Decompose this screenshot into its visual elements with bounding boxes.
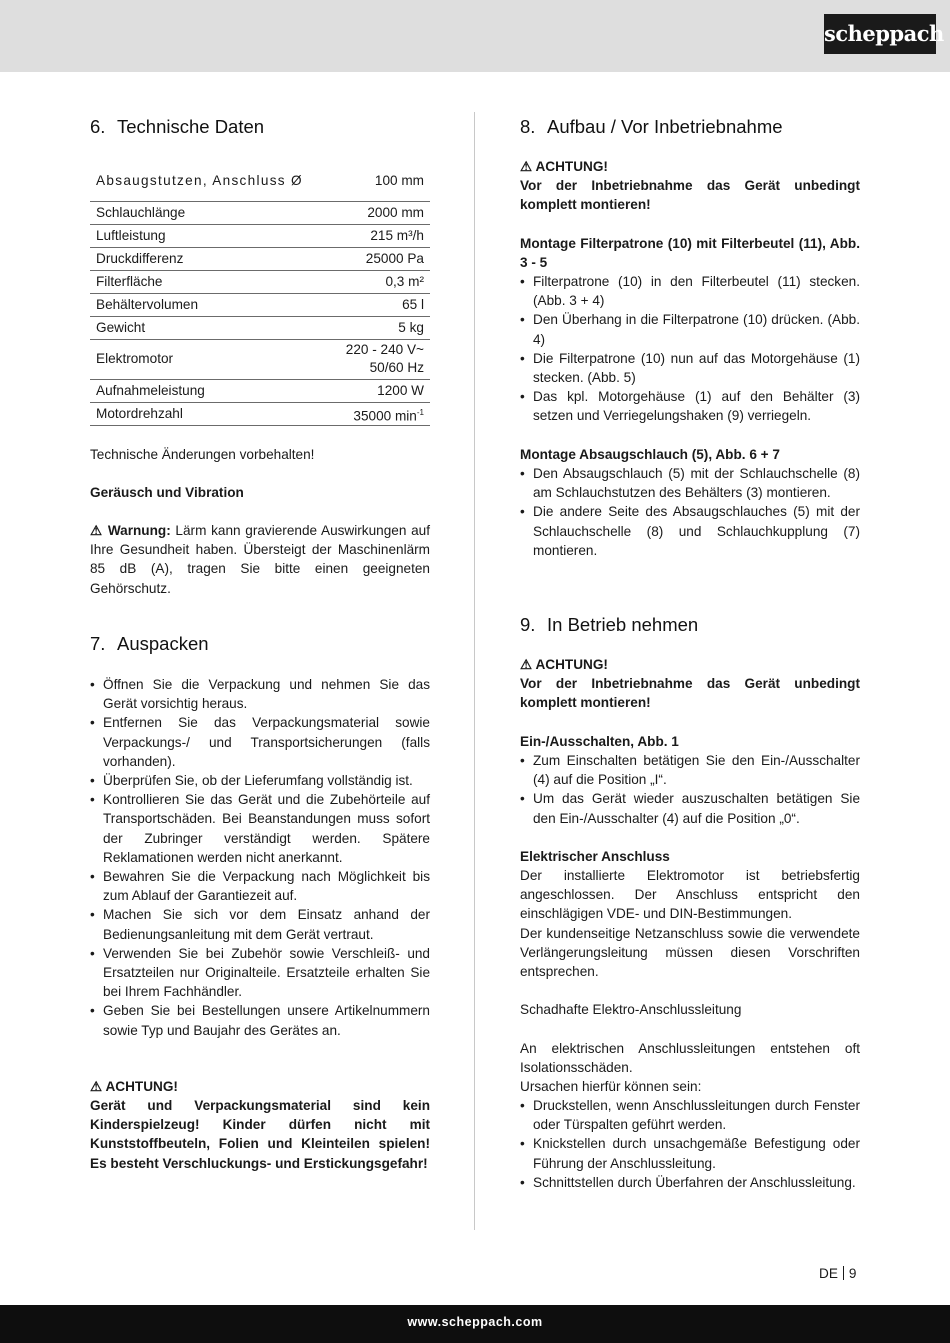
attention-text: Gerät und Verpackungsmaterial sind kein Kinderspielzeug! Kinder dürfen nicht mit Kunststoffbeuteln, Folien und Kleinteilen spielen! Es besteht Verschluckungs- und Erstickungsgefahr! [90, 1098, 430, 1171]
section-9-heading [520, 613, 860, 637]
attention-label: ⚠ ACHTUNG! [520, 159, 608, 174]
spec-value: 100 mm [331, 160, 430, 201]
table-row [90, 402, 430, 426]
column-divider [474, 112, 475, 1230]
list-item: • Bewahren Sie die Verpackung nach Möglichkeit bis zum Ablauf der Garantiezeit auf. [90, 867, 430, 905]
elec-heading: Elektrischer Anschluss [520, 849, 670, 864]
spec-value-line: 220 - 240 V~ [345, 342, 424, 357]
hose-list [520, 464, 860, 560]
insulation-text: An elektrischen Anschlussleitungen entstehen oft Isolationsschäden. [520, 1041, 860, 1076]
switch-list [520, 751, 860, 828]
section-title: In Betrieb nehmen [547, 614, 699, 635]
brand-logo: scheppach [824, 14, 936, 54]
list-item: • Machen Sie sich vor dem Einsatz anhand der Bedienungsanleitung mit dem Gerät vertraut. [90, 905, 430, 943]
list-item: • Knickstellen durch unsachgemäße Befestigung oder Führung der Anschlussleitung. [520, 1134, 860, 1172]
section-number: 6. [90, 116, 106, 137]
spec-value [331, 402, 430, 426]
spec-label: Behältervolumen [90, 293, 331, 316]
spec-value: 2000 mm [331, 201, 430, 224]
spec-value-line: 50/60 Hz [369, 360, 424, 375]
section-number: 7. [90, 633, 106, 654]
hose-heading: Montage Absaugschlauch (5), Abb. 6 + 7 [520, 447, 780, 462]
header-bar [0, 0, 950, 72]
spec-value [331, 339, 430, 379]
section-number: 9. [520, 614, 536, 635]
spec-value: 5 kg [331, 316, 430, 339]
page-number-separator [843, 1266, 844, 1280]
spec-label: Elektromotor [90, 339, 331, 379]
spec-label: Filterfläche [90, 270, 331, 293]
spec-label: Motordrehzahl [90, 402, 331, 426]
list-item: • Überprüfen Sie, ob der Lieferumfang vollständig ist. [90, 771, 430, 790]
spec-value-exponent: -1 [416, 407, 424, 417]
spec-value: 1200 W [331, 379, 430, 402]
attention-text: Vor der Inbetriebnahme das Gerät unbedingt komplett montieren! [520, 676, 860, 711]
footer-url[interactable]: www.scheppach.com [407, 1315, 543, 1329]
spec-value-text: 35000 min [353, 408, 417, 424]
list-item: • Die Filterpatrone (10) nun auf das Motorgehäuse (1) stecken. (Abb. 5) [520, 349, 860, 387]
list-item: • Die andere Seite des Absaugschlauches (5) mit der Schlauchschelle (8) und Schlauchkupplung (7) montieren. [520, 502, 860, 560]
section-8-heading [520, 115, 860, 139]
list-item: • Das kpl. Motorgehäuse (1) auf den Behälter (3) setzen und Verriegelungshaken (9) verriegeln. [520, 387, 860, 425]
elec-text: Der kundenseitige Netzanschluss sowie die verwendete Verlängerungsleitung müssen diesen Vorschriften entsprechen. [520, 926, 860, 980]
elec-text: Der installierte Elektromotor ist betriebsfertig angeschlossen. Der Anschluss entspricht den einschlägigen VDE- und DIN-Bestimmungen. [520, 868, 860, 922]
section-title: Auspacken [117, 633, 209, 654]
list-item: • Zum Einschalten betätigen Sie den Ein-/Ausschalter (4) auf die Position „I“. [520, 751, 860, 789]
table-row [90, 247, 430, 270]
language-code: DE [819, 1266, 838, 1281]
section-number: 8. [520, 116, 536, 137]
list-item: • Druckstellen, wenn Anschlussleitungen durch Fenster oder Türspalten geführt werden. [520, 1096, 860, 1134]
warning-text: Lärm kann gravierende Auswirkungen auf Ihre Gesundheit haben. Übersteigt der Maschinenlärm 85 dB (A), tragen Sie bitte einen geeigneten Gehörschutz. [90, 523, 430, 596]
table-row [90, 270, 430, 293]
causes-list [520, 1096, 860, 1192]
noise-warning [90, 521, 430, 598]
spec-label: Gewicht [90, 316, 331, 339]
warning-icon: ⚠ [90, 523, 104, 538]
spec-label: Luftleistung [90, 224, 331, 247]
list-item: • Öffnen Sie die Verpackung und nehmen Sie das Gerät vorsichtig heraus. [90, 675, 430, 713]
section-7-heading [90, 632, 430, 656]
table-row [90, 201, 430, 224]
footer-bar [0, 1305, 950, 1343]
table-row [90, 379, 430, 402]
damaged-line-heading: Schadhafte Elektro-Anschlussleitung [520, 1002, 742, 1017]
attention-text: Vor der Inbetriebnahme das Gerät unbedingt komplett montieren! [520, 178, 860, 213]
section-title: Technische Daten [117, 116, 265, 137]
table-row [90, 224, 430, 247]
list-item: • Kontrollieren Sie das Gerät und die Zubehörteile auf Transportschäden. Bei Beanstandungen muss sofort der Zubringer verständigt werden. Spätere Reklamationen werden nicht anerkannt. [90, 790, 430, 867]
list-item: • Verwenden Sie bei Zubehör sowie Verschleiß- und Ersatzteilen nur Originalteile. Ersatzteile erhalten Sie bei Ihrem Fachhändler. [90, 944, 430, 1002]
spec-value: 65 l [331, 293, 430, 316]
unpack-list [90, 675, 430, 1040]
noise-heading: Geräusch und Vibration [90, 485, 244, 500]
spec-label: Schlauchlänge [90, 201, 331, 224]
table-row [90, 160, 430, 201]
spec-label: Aufnahmeleistung [90, 379, 331, 402]
list-item: • Entfernen Sie das Verpackungsmaterial sowie Verpackungs-/ und Transportsicherungen (falls vorhanden). [90, 713, 430, 771]
spec-label: Druckdifferenz [90, 247, 331, 270]
section-6-heading [90, 115, 430, 139]
list-item: • Um das Gerät wieder auszuschalten betätigen Sie den Ein-/Ausschalter (4) auf die Position „0“. [520, 789, 860, 827]
table-row [90, 339, 430, 379]
page-number-value: 9 [848, 1266, 857, 1281]
list-item: • Den Überhang in die Filterpatrone (10) drücken. (Abb. 4) [520, 310, 860, 348]
attention-label: ⚠ ACHTUNG! [520, 657, 608, 672]
list-item: • Schnittstellen durch Überfahren der Anschlussleitung. [520, 1173, 860, 1192]
spec-value: 215 m³/h [331, 224, 430, 247]
section-title: Aufbau / Vor Inbetriebnahme [547, 116, 783, 137]
attention-label: ⚠ ACHTUNG! [90, 1079, 178, 1094]
filter-list [520, 272, 860, 426]
list-item: • Den Absaugschlauch (5) mit der Schlauchschelle (8) am Schlauchstutzen des Behälters (3) montieren. [520, 464, 860, 502]
spec-label: Absaugstutzen, Anschluss Ø [90, 160, 331, 201]
list-item: • Geben Sie bei Bestellungen unsere Artikelnummern sowie Typ und Baujahr des Gerätes an. [90, 1001, 430, 1039]
spec-value: 25000 Pa [331, 247, 430, 270]
filter-heading: Montage Filterpatrone (10) mit Filterbeutel (11), Abb. 3 - 5 [520, 236, 860, 271]
causes-intro: Ursachen hierfür können sein: [520, 1079, 702, 1094]
table-row [90, 293, 430, 316]
spec-value: 0,3 m² [331, 270, 430, 293]
warning-label: Warnung: [107, 523, 171, 538]
page-number [819, 1266, 856, 1282]
switch-heading: Ein-/Ausschalten, Abb. 1 [520, 734, 679, 749]
table-row [90, 316, 430, 339]
spec-table [90, 160, 430, 426]
list-item: • Filterpatrone (10) in den Filterbeutel (11) stecken. (Abb. 3 + 4) [520, 272, 860, 310]
changes-note: Technische Änderungen vorbehalten! [90, 447, 315, 462]
